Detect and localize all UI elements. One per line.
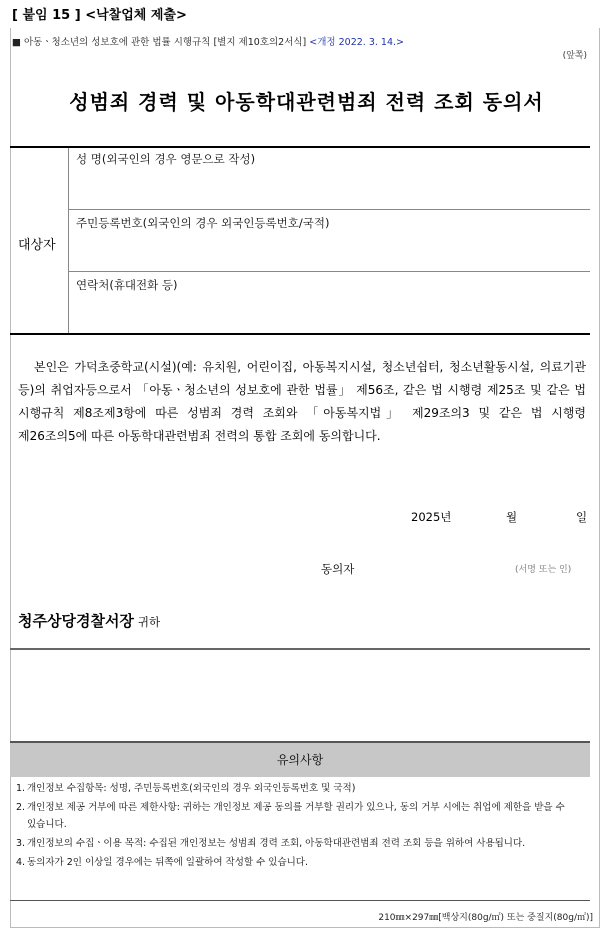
law-reference [12, 34, 404, 48]
note-text: 개인정보의 수집ㆍ이용 목적: 수집된 개인정보는 성범죄 경력 조회, 아동학대관련범죄 전력 조회 등을 위하여 사용됩니다. [27, 838, 526, 849]
note-number: 4. [16, 857, 26, 868]
law-reference-text: ■ 아동ㆍ청소년의 성보호에 관한 법률 시행규칙 [별지 제10호의2서식] [12, 37, 307, 48]
addressee-name: 청주상당경찰서장 [18, 612, 134, 630]
table-bottom-rule [10, 333, 590, 335]
note-text: 개인정보 수집항목: 성명, 주민등록번호(외국인의 경우 외국인등록번호 및 국적) [27, 783, 356, 794]
list-item [16, 799, 588, 833]
note-number: 3. [16, 838, 26, 849]
addressee-rule [10, 648, 590, 650]
addressee [18, 610, 160, 631]
notes-list [16, 778, 588, 873]
name-field-label: 성 명(외국인의 경우 영문으로 작성) [76, 152, 256, 166]
list-item [16, 854, 588, 871]
document-title: 성범죄 경력 및 아동학대관련범죄 전력 조회 동의서 [69, 90, 544, 114]
revision-date: <개정 2022. 3. 14.> [309, 37, 404, 48]
resident-number-field[interactable] [76, 236, 581, 268]
table-top-rule [10, 146, 590, 148]
attachment-tag: [ 붙임 15 ] <낙찰업체 제출> [12, 8, 187, 23]
notes-header: 유의사항 [10, 741, 590, 777]
contact-field[interactable] [76, 298, 581, 330]
note-number: 2. [16, 802, 26, 813]
row-divider [68, 271, 590, 272]
date-day: 일 [576, 510, 588, 524]
note-number: 1. [16, 783, 26, 794]
date-month: 월 [506, 510, 518, 524]
paper-spec: 210㎜×297㎜[백상지(80g/㎡) 또는 중질지(80g/㎡)] [378, 913, 593, 923]
list-item [16, 835, 588, 852]
note-text: 개인정보 제공 거부에 따른 제한사항: 귀하는 개인정보 제공 동의를 거부할 권리가 있으나, 동의 거부 시에는 취업에 제한을 받을 수 있습니다. [27, 802, 565, 830]
date-year: 2025년 [411, 510, 452, 524]
consenter-label: 동의자 [321, 562, 355, 576]
resident-number-field-label: 주민등록번호(외국인의 경우 외국인등록번호/국적) [76, 216, 330, 230]
contact-field-label: 연락처(휴대전화 등) [76, 278, 178, 292]
target-label: 대상자 [18, 238, 56, 253]
page-side-label: (앞쪽) [562, 51, 587, 61]
table-divider [68, 148, 69, 333]
addressee-honorific: 귀하 [137, 615, 161, 629]
note-text: 동의자가 2인 이상일 경우에는 뒤쪽에 일괄하여 작성할 수 있습니다. [27, 857, 309, 868]
consent-statement: 본인은 가덕초중학교(시설)(예: 유치원, 어린이집, 아동복지시설, 청소년쉼터, 청소년활동시설, 의료기관 등)의 취업자등으로서 「아동ㆍ청소년의 성보호에 관한 법률」 제56조, 같은 법 시행령 제25조 및 같은 법 시행규칙 제8조제3항에 따른 성범죄 경력 조회와 「아동복지법」 제29조의3 및 같은 법 시행령 제26조의5에 따른 아동학대관련범죄 전력의 통합 조회에 동의합니다. [18, 360, 586, 443]
name-field[interactable] [76, 172, 581, 204]
list-item [16, 780, 588, 797]
row-divider [68, 209, 590, 210]
signature-hint[interactable]: (서명 또는 인) [515, 565, 572, 575]
notes-bottom-rule [10, 900, 590, 901]
